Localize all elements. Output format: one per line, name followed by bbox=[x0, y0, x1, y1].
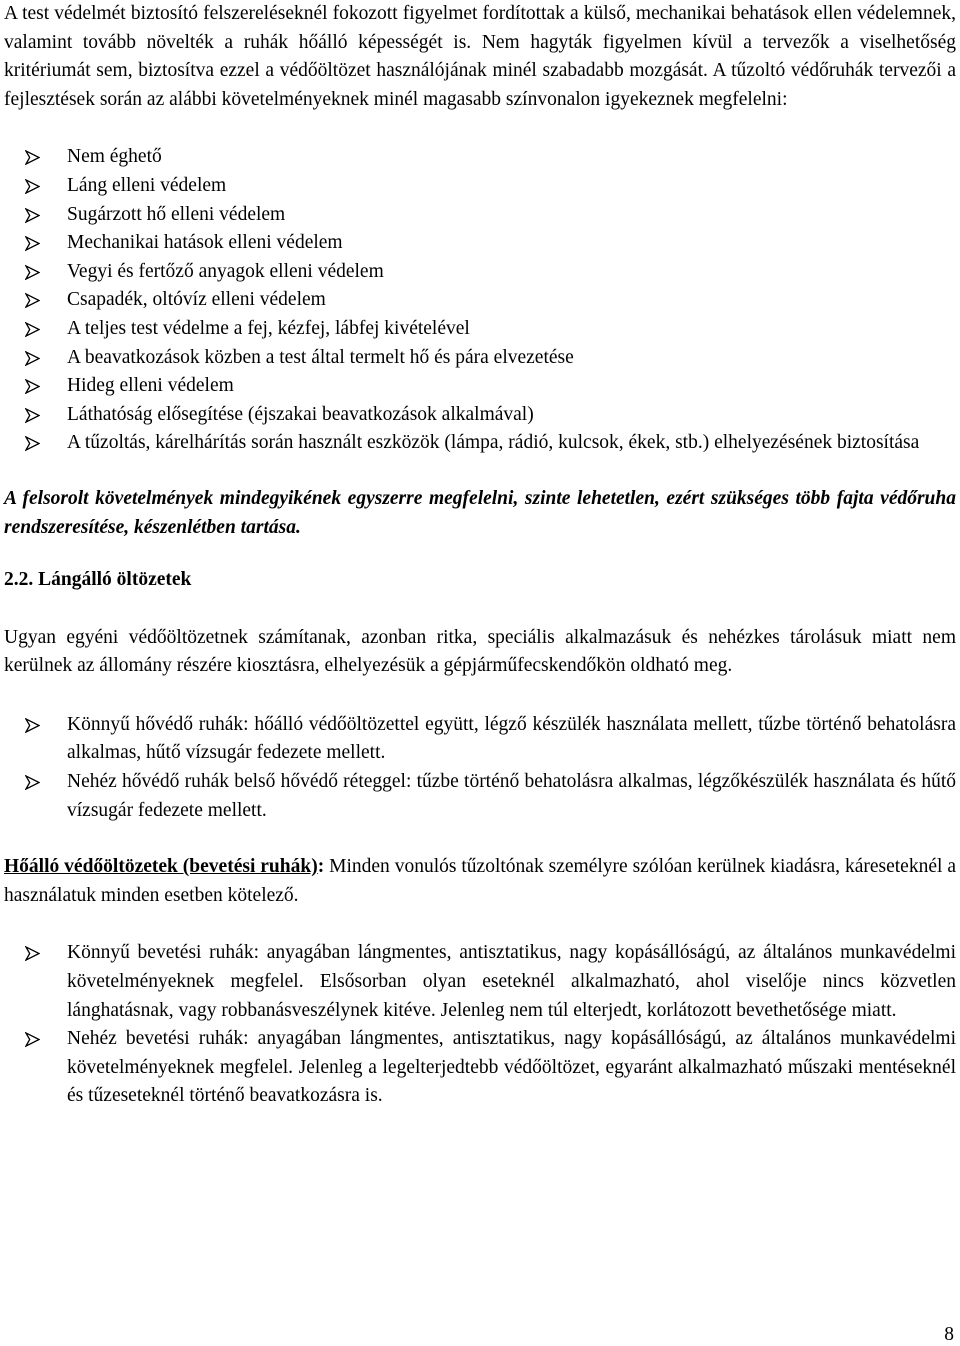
combat-suits-list bbox=[4, 939, 956, 1111]
arrowhead-bullet-icon bbox=[25, 775, 40, 790]
list-item bbox=[67, 258, 956, 287]
heat-resistant-text: Minden vonulós tűzoltónak személyre szólóan kerülnek kiadásra, káreseteknél a használatuk minden esetben kötelező. bbox=[4, 856, 956, 906]
list-item-text: Mechanikai hatások elleni védelem bbox=[67, 232, 343, 254]
heat-resistant-colon: : bbox=[317, 856, 325, 878]
list-item bbox=[67, 372, 956, 401]
list-item bbox=[67, 711, 956, 768]
list-item-text: Sugárzott hő elleni védelem bbox=[67, 203, 286, 225]
list-item-text: A tűzoltás, kárelhárítás során használt eszközök (lámpa, rádió, kulcsok, ékek, stb.) elhelyezésének biztosítása bbox=[67, 432, 920, 454]
heat-resistant-title: Hőálló védőöltözetek (bevetési ruhák) bbox=[4, 856, 318, 878]
arrowhead-bullet-icon bbox=[25, 718, 40, 733]
page-number: 8 bbox=[944, 1324, 954, 1345]
arrowhead-bullet-icon bbox=[25, 351, 40, 366]
list-item bbox=[67, 201, 956, 230]
list-item-text: Nem éghető bbox=[67, 146, 162, 168]
arrowhead-bullet-icon bbox=[25, 265, 40, 280]
requirements-list bbox=[4, 143, 956, 458]
list-item bbox=[67, 401, 956, 430]
emphasis-paragraph: A felsorolt követelmények mindegyikének egyszerre megfelelni, szinte lehetetlen, ezért szükséges több fajta védőruha rendszeresítése, készenlétben tartása. bbox=[4, 487, 956, 538]
arrowhead-bullet-icon bbox=[25, 236, 40, 251]
arrowhead-bullet-icon bbox=[25, 408, 40, 423]
list-item-text: A beavatkozások közben a test által termelt hő és pára elvezetése bbox=[67, 346, 574, 368]
list-item bbox=[67, 286, 956, 315]
section-paragraph: Ugyan egyéni védőöltözetnek számítanak, azonban ritka, speciális alkalmazásuk és nehézkes tárolásuk miatt nem kerülnek az állomány részére kiosztásra, elhelyezésük a gépjárműfecskendőkön oldható meg. bbox=[4, 626, 956, 677]
list-item-text: Nehéz bevetési ruhák: anyagában lángmentes, antisztatikus, nagy kopásállóságú, az általános munkavédelmi követelményeknek megfelel. Jelenleg a legelterjedtebb védőöltözet, egyaránt alkalmazható műszaki mentéseknél és tűzeseteknél történő beavatkozásra is. bbox=[67, 1028, 956, 1107]
section-heading: 2.2. Lángálló öltözetek bbox=[4, 569, 192, 591]
list-item bbox=[67, 344, 956, 373]
arrowhead-bullet-icon bbox=[25, 208, 40, 223]
list-item bbox=[67, 768, 956, 825]
list-item-text: Csapadék, oltóvíz elleni védelem bbox=[67, 289, 326, 311]
arrowhead-bullet-icon bbox=[25, 379, 40, 394]
arrowhead-bullet-icon bbox=[25, 1032, 40, 1047]
arrowhead-bullet-icon bbox=[25, 293, 40, 308]
arrowhead-bullet-icon bbox=[25, 436, 40, 451]
list-item bbox=[67, 1025, 956, 1111]
arrowhead-bullet-icon bbox=[25, 150, 40, 165]
list-item-text: A teljes test védelme a fej, kézfej, lábfej kivételével bbox=[67, 317, 470, 339]
list-item bbox=[67, 429, 956, 458]
heat-resistant-paragraph bbox=[4, 853, 956, 910]
arrowhead-bullet-icon bbox=[25, 946, 40, 961]
list-item-text: Láng elleni védelem bbox=[67, 174, 227, 196]
list-item bbox=[67, 143, 956, 172]
document-page bbox=[4, 0, 956, 1111]
arrowhead-bullet-icon bbox=[25, 322, 40, 337]
list-item bbox=[67, 939, 956, 1025]
list-item-text: Könnyű bevetési ruhák: anyagában lángmentes, antisztatikus, nagy kopásállóságú, az általános munkavédelmi követelményeknek megfelel. Elsősorban olyan eseteknél alkalmazható, ahol viselője nincs közvetlen lánghatásnak, vagy robbanásveszélynek kitéve. Jelenleg nem túl elterjedt, korlátozott bevethetősége miatt. bbox=[67, 942, 956, 1021]
list-item bbox=[67, 229, 956, 258]
list-item bbox=[67, 172, 956, 201]
list-item-text: Hideg elleni védelem bbox=[67, 375, 234, 397]
flame-suits-list bbox=[4, 711, 956, 825]
list-item-text: Láthatóság elősegítése (éjszakai beavatkozások alkalmával) bbox=[67, 403, 534, 425]
arrowhead-bullet-icon bbox=[25, 179, 40, 194]
list-item bbox=[67, 315, 956, 344]
list-item-text: Könnyű hővédő ruhák: hőálló védőöltözettel együtt, légző készülék használata mellett, tűzbe történő behatolásra alkalmas, hűtő vízsugár fedezete mellett. bbox=[67, 713, 956, 764]
intro-paragraph: A test védelmét biztosító felszereléseknél fokozott figyelmet fordítottak a külső, mechanikai behatások ellen védelemnek, valamint tovább növelték a ruhák hőálló képességét is. Nem hagyták figyelmen kívül a tervezők a viselhetőség kritériumát sem, biztosítva ezzel a védőöltözet használójának minél szabadabb mozgását. A tűzoltó védőruhák tervezői a fejlesztések során az alábbi követelményeknek minél magasabb színvonalon igyekeznek megfelelni: bbox=[4, 3, 956, 110]
list-item-text: Nehéz hővédő ruhák belső hővédő réteggel: tűzbe történő behatolásra alkalmas, légzőkészülék használata és hűtő vízsugár fedezete mellett. bbox=[67, 771, 956, 821]
list-item-text: Vegyi és fertőző anyagok elleni védelem bbox=[67, 260, 384, 282]
